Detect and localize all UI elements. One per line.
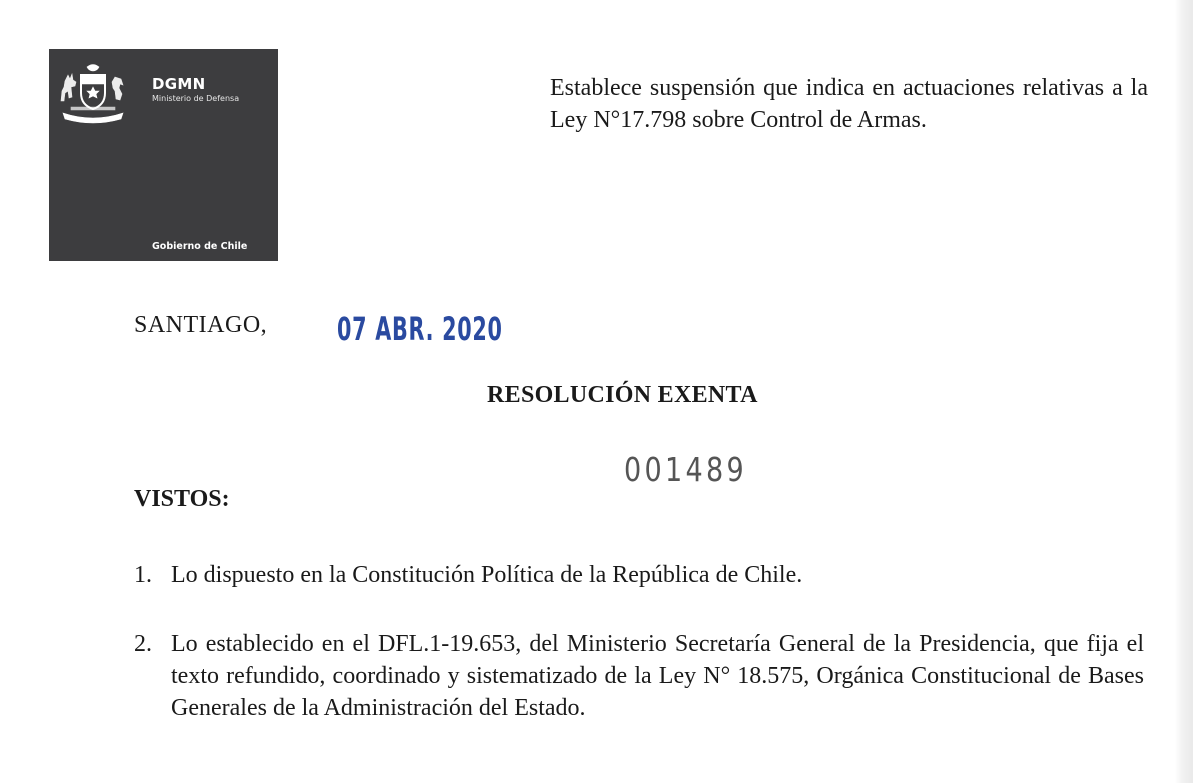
logo-acronym: DGMN <box>152 75 206 93</box>
date-stamp: 07 ABR. 2020 <box>337 310 503 348</box>
resolution-summary: Establece suspensión que indica en actuaciones relativas a la Ley N°17.798 sobre Control de Armas. <box>550 75 1148 133</box>
resolution-title: RESOLUCIÓN EXENTA <box>487 382 758 408</box>
logo-government: Gobierno de Chile <box>152 241 248 252</box>
dgmn-logo <box>49 49 278 261</box>
list-item-number: 1. <box>134 562 152 588</box>
resolution-number-stamp: 001489 <box>624 450 747 489</box>
list-item-text: Lo dispuesto en la Constitución Política de la República de Chile. <box>171 562 803 588</box>
chile-coat-of-arms-icon <box>57 63 129 127</box>
list-item <box>134 559 1144 591</box>
list-item-text: Lo establecido en el DFL.1-19.653, del Ministerio Secretaría General de la Presidencia, que fija el texto refundido, coordinado y sistematizado de la Ley N° 18.575, Orgánica Constitucional de Bases Generales de la Administración del Estado. <box>171 631 1144 721</box>
list-item <box>134 628 1144 724</box>
page-edge-shadow <box>1175 0 1193 783</box>
section-title-vistos: VISTOS: <box>134 486 230 512</box>
logo-ministry: Ministerio de Defensa <box>152 94 240 103</box>
list-item-number: 2. <box>134 631 152 657</box>
place-label: SANTIAGO, <box>134 312 268 338</box>
